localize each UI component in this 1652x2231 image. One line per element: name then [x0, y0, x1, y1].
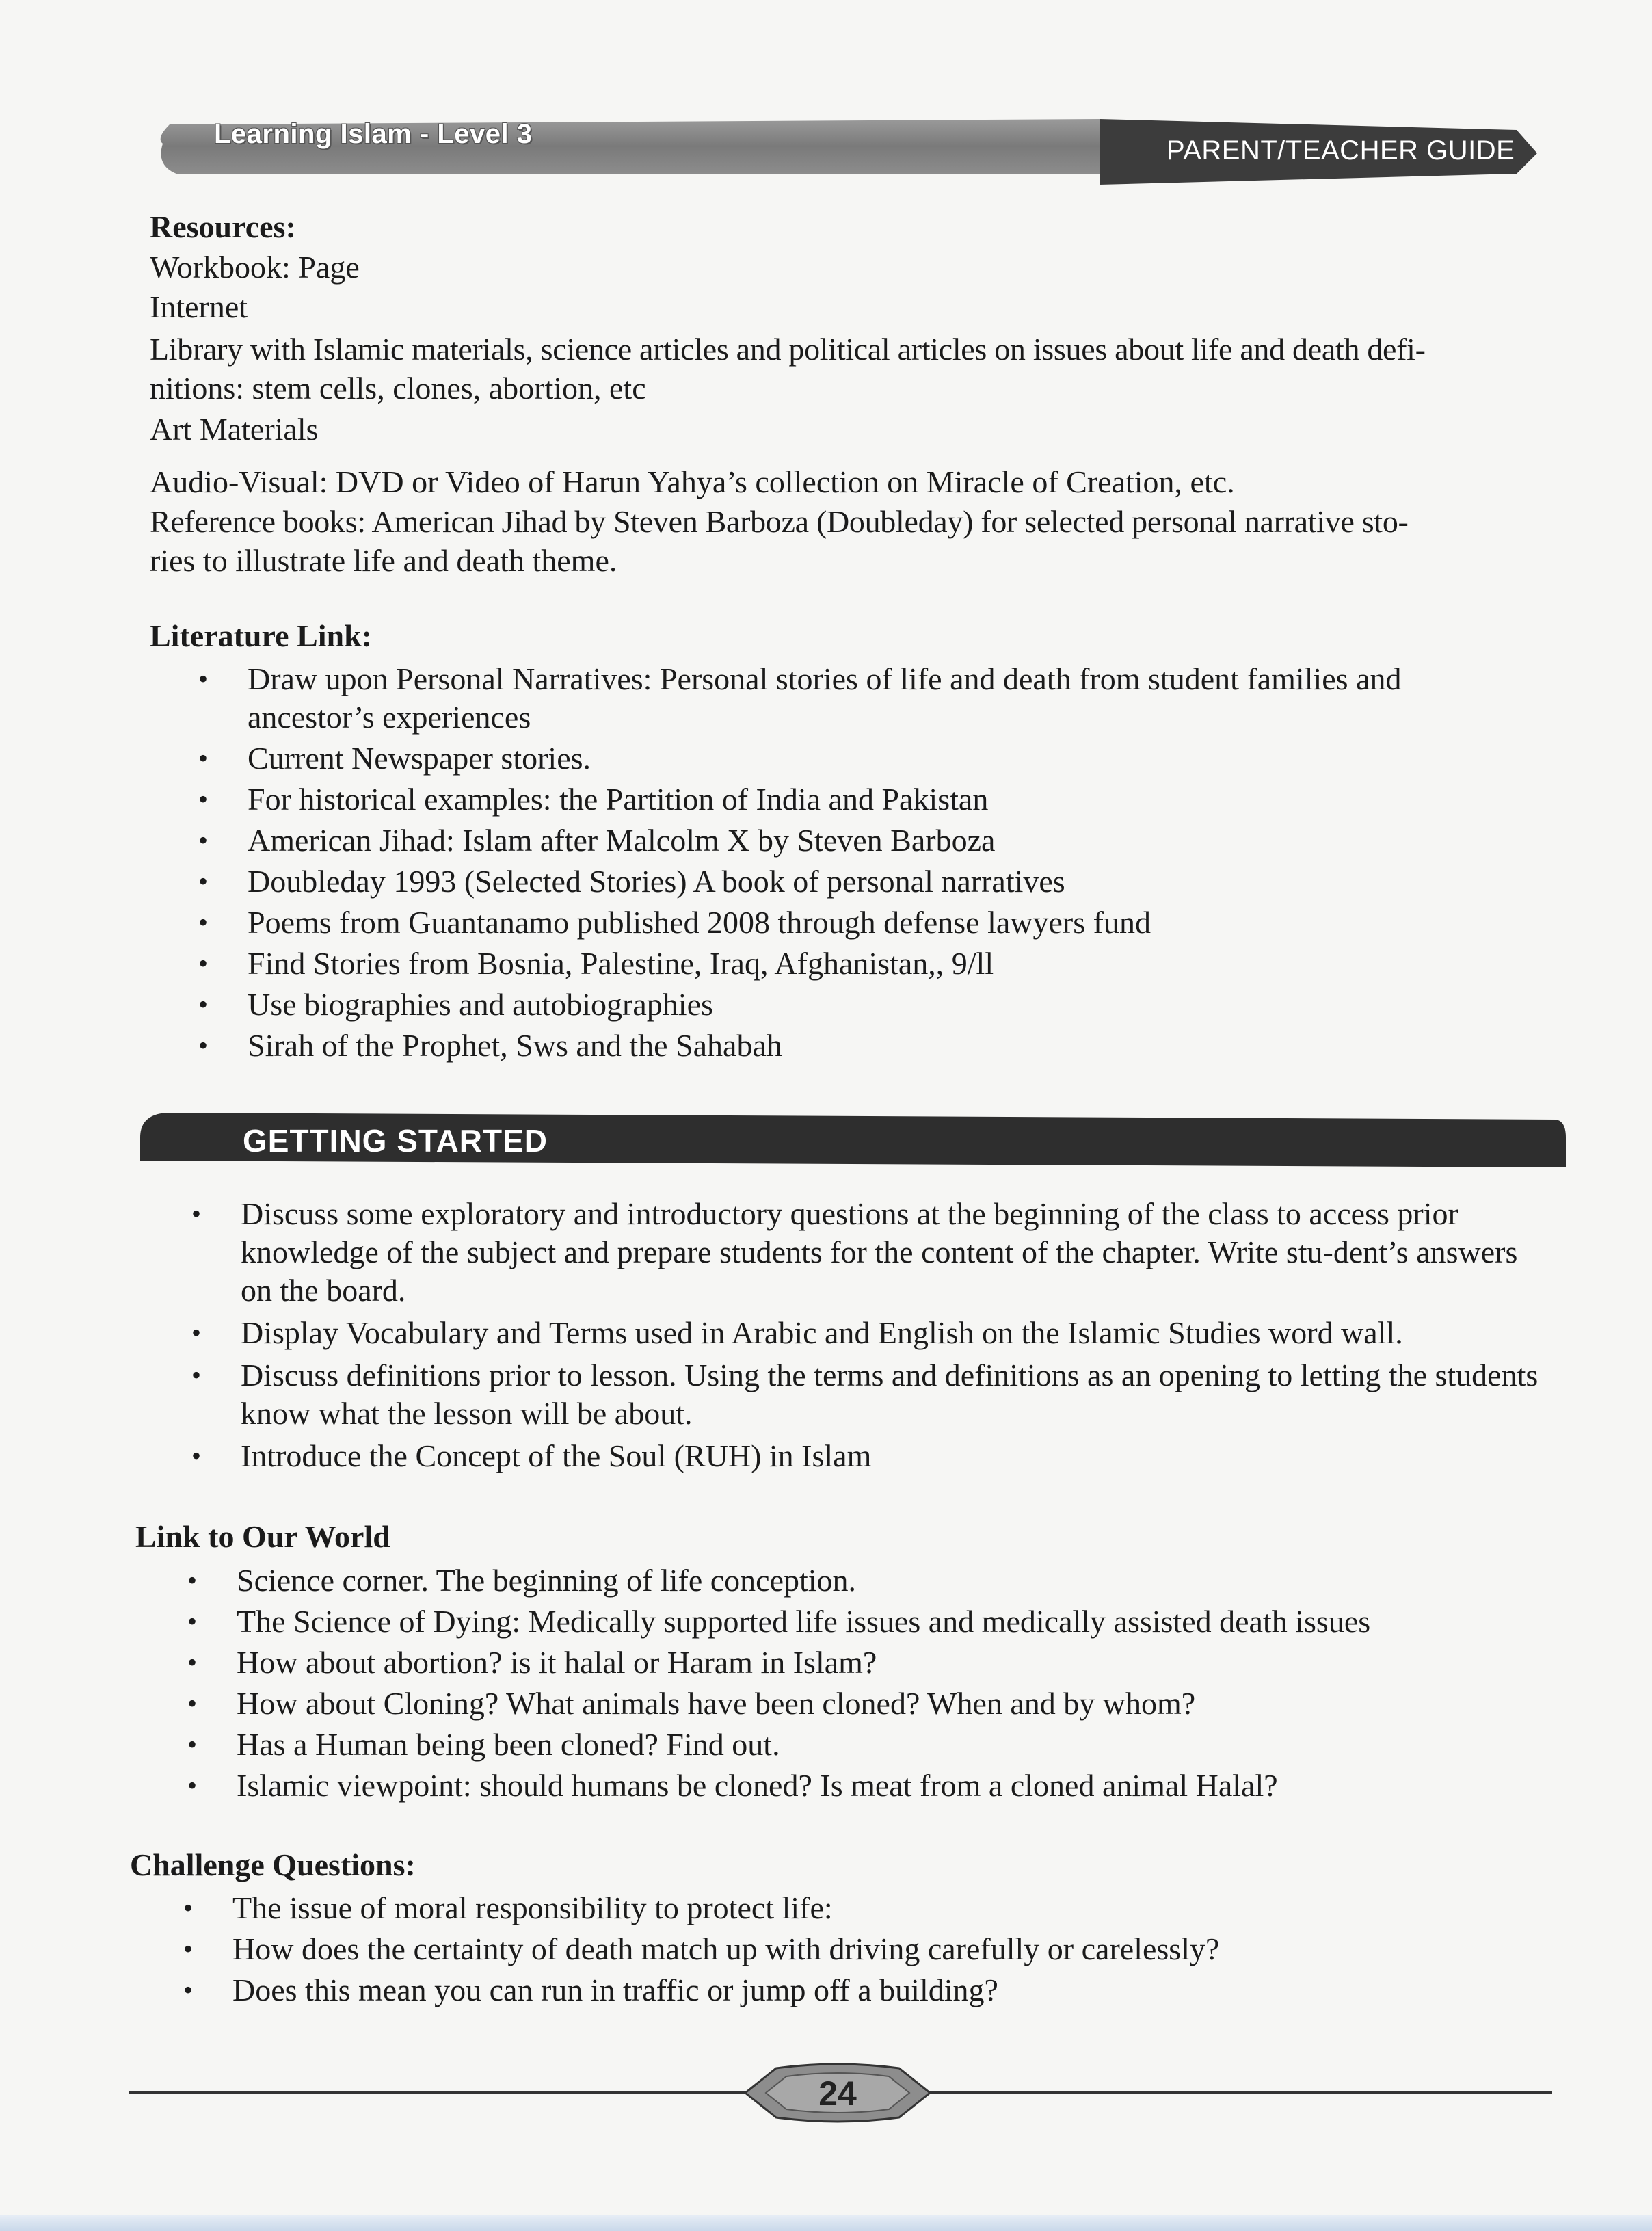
bullet-icon: •: [198, 663, 209, 694]
list-item: • Islamic viewpoint: should humans be cloned? Is meat from a cloned animal Halal?: [237, 1767, 1536, 1805]
bullet-icon: •: [187, 1606, 198, 1637]
footer-rule-right: [930, 2091, 1552, 2094]
bullet-icon: •: [187, 1565, 198, 1596]
list-item: • Has a Human being been cloned? Find out.: [237, 1726, 1536, 1764]
list-item: • Display Vocabulary and Terms used in Arabic and English on the Islamic Studies word wall.: [241, 1314, 1540, 1352]
bullet-icon: •: [191, 1317, 202, 1348]
literature-list: [198, 660, 1533, 1068]
bullet-icon: •: [187, 1770, 198, 1801]
list-item: • How does the certainty of death match up with driving carefully or carelessly?: [232, 1930, 1532, 1968]
resources-line: Internet: [150, 289, 248, 324]
header-banner: [149, 111, 1537, 200]
bullet-icon: •: [198, 1030, 209, 1061]
list-item: • Find Stories from Bosnia, Palestine, Iraq, Afghanistan,, 9/ll: [248, 945, 1533, 983]
list-item: • The Science of Dying: Medically supported life issues and medically assisted death issues: [237, 1602, 1536, 1641]
getting-started-heading: GETTING STARTED: [243, 1123, 548, 1159]
resources-line: ries to illustrate life and death theme.: [150, 543, 617, 578]
list-item: • Science corner. The beginning of life conception.: [237, 1561, 1536, 1600]
bullet-icon: •: [198, 907, 209, 938]
page-number-badge: [738, 2059, 937, 2127]
bullet-icon: •: [198, 948, 209, 979]
list-item: • For historical examples: the Partition of India and Pakistan: [248, 780, 1533, 819]
resources-line: Library with Islamic materials, science articles and political articles on issues about life and death defi-: [150, 332, 1426, 367]
bullet-icon: •: [198, 743, 209, 774]
resources-line: Audio-Visual: DVD or Video of Harun Yahya’s collection on Miracle of Creation, etc.: [150, 464, 1235, 499]
resources-line: nitions: stem cells, clones, abortion, etc: [150, 371, 646, 406]
bullet-icon: •: [187, 1729, 198, 1760]
resources-line: Reference books: American Jihad by Steven Barboza (Doubleday) for selected personal narrative sto-: [150, 504, 1409, 539]
link-world-list: [187, 1561, 1536, 1808]
list-item: • Current Newspaper stories.: [248, 739, 1533, 778]
banner-book-title: Learning Islam - Level 3: [214, 119, 533, 149]
bullet-icon: •: [183, 1933, 194, 1964]
list-item: • How about abortion? is it halal or Haram in Islam?: [237, 1643, 1536, 1682]
bullet-icon: •: [198, 866, 209, 897]
bullet-icon: •: [183, 1975, 194, 2005]
bullet-icon: •: [191, 1360, 202, 1390]
list-item: • Poems from Guantanamo published 2008 through defense lawyers fund: [248, 903, 1533, 942]
list-item: • Does this mean you can run in traffic or jump off a building?: [232, 1971, 1532, 2009]
bullet-icon: •: [198, 784, 209, 815]
list-item: • How about Cloning? What animals have been cloned? When and by whom?: [237, 1685, 1536, 1723]
getting-started-bar: [140, 1110, 1566, 1169]
list-item: • Discuss definitions prior to lesson. Using the terms and definitions as an opening to letting the students know what the lesson will be about.: [191, 1358, 1538, 1431]
list-item: • Draw upon Personal Narratives: Personal stories of life and death from student families and ancestor’s experiences: [198, 661, 1402, 735]
resources-line: Art Materials: [150, 412, 319, 447]
bullet-icon: •: [183, 1892, 194, 1923]
bullet-icon: •: [191, 1198, 202, 1229]
resources-line: Workbook: Page: [150, 250, 360, 285]
banner-guide-title: PARENT/TEACHER GUIDE: [1167, 135, 1515, 166]
bullet-icon: •: [191, 1440, 202, 1471]
bullet-icon: •: [187, 1647, 198, 1678]
getting-started-list: [191, 1195, 1540, 1479]
list-item: • Use biographies and autobiographies: [248, 986, 1533, 1024]
bullet-icon: •: [187, 1688, 198, 1719]
footer-rule-left: [129, 2091, 747, 2094]
list-item: • Doubleday 1993 (Selected Stories) A book of personal narratives: [248, 862, 1533, 901]
bullet-icon: •: [198, 825, 209, 856]
challenge-heading: Challenge Questions:: [130, 1847, 416, 1882]
challenge-list: [183, 1889, 1532, 2012]
bullet-icon: •: [198, 989, 209, 1020]
literature-heading: Literature Link:: [150, 618, 372, 653]
list-item: • Discuss some exploratory and introductory questions at the beginning of the class to access prior knowledge of the subject and prepare students for the content of the chapter. Write stu-dent’s answers on the board.: [191, 1196, 1518, 1308]
link-world-heading: Link to Our World: [135, 1519, 390, 1554]
list-item: • American Jihad: Islam after Malcolm X by Steven Barboza: [248, 821, 1533, 860]
list-item: • The issue of moral responsibility to protect life:: [232, 1889, 1532, 1927]
scan-edge: [0, 2215, 1652, 2231]
resources-heading: Resources:: [150, 209, 296, 244]
page-number: 24: [818, 2074, 857, 2113]
list-item: • Sirah of the Prophet, Sws and the Sahabah: [248, 1027, 1533, 1065]
list-item: • Introduce the Concept of the Soul (RUH) in Islam: [241, 1437, 1540, 1475]
